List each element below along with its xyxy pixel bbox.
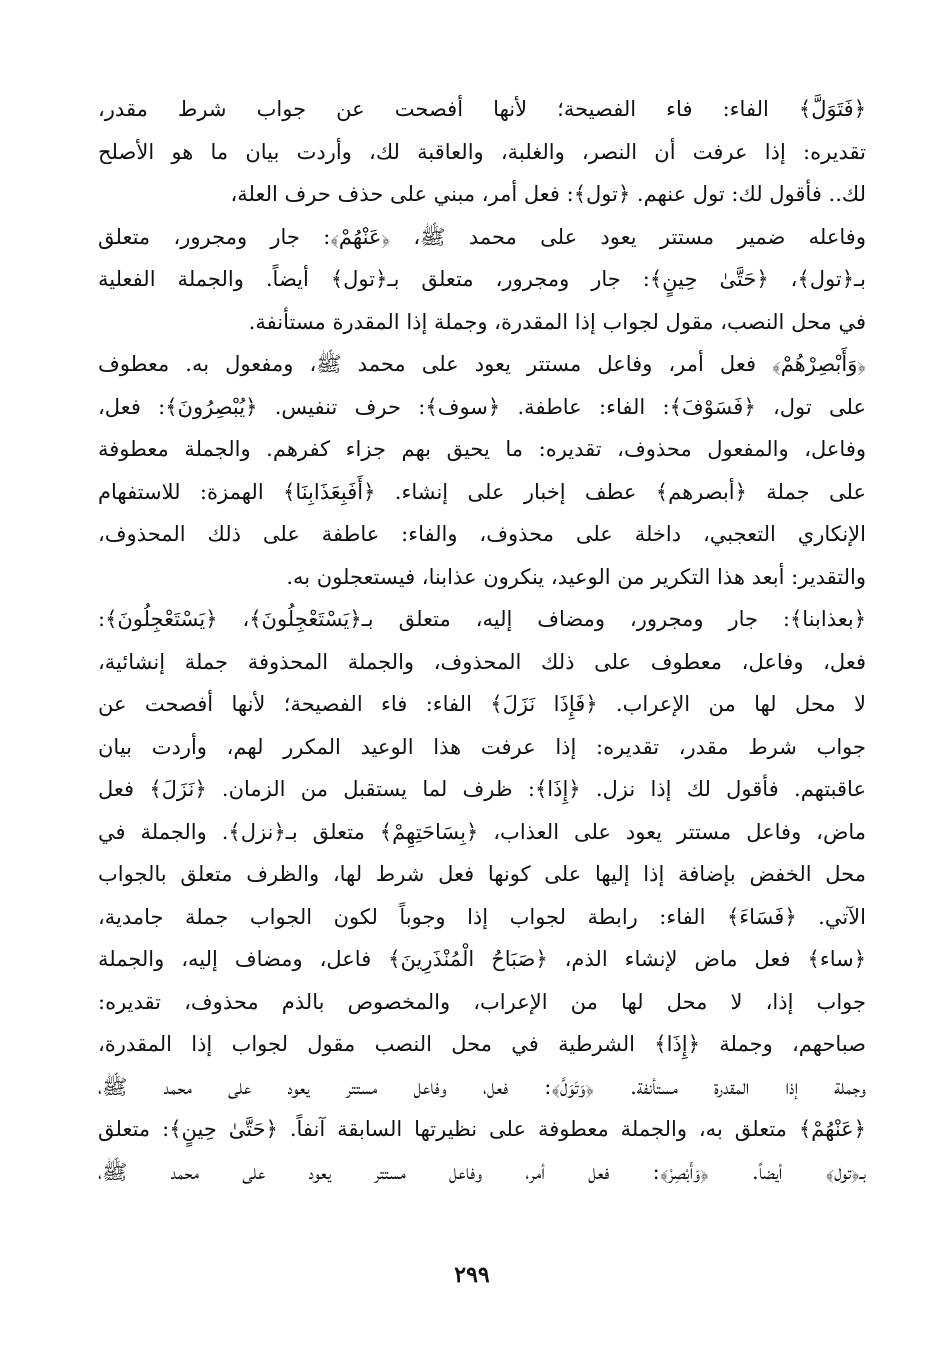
text-line: بـ﴿تول﴾، ﴿حَتَّىٰ حِينٍ﴾: جار ومجرور، متعلق بـ﴿تول﴾ أيضاً. والجملة الفعلية (98, 267, 866, 291)
text-line: ماض، وفاعل مستتر يعود على العذاب، ﴿بِسَاحَتِهِمْ﴾ متعلق بـ﴿نزل﴾. والجملة في (98, 819, 866, 844)
text-line: عاقبتهم. فأقول لك إذا نزل. ﴿إِذَا﴾: ظرف لما يستقبل من الزمان. ﴿نَزَلَ﴾ فعل (98, 777, 866, 801)
text-line: صباحهم، وجملة ﴿إِذَا﴾ الشرطية في محل النصب مقول لجواب إذا المقدرة، (98, 1032, 866, 1056)
text-line: الإنكاري التعجبي، داخلة على محذوف، والفاء: عاطفة على ذلك المحذوف، (98, 522, 866, 546)
text-line: تقديره: إذا عرفت أن النصر، والغلبة، والعاقبة لك، وأردت بيان ما هو الأصلح (98, 139, 866, 164)
text-line: لا محل لها من الإعراب. ﴿فَإِذَا نَزَلَ﴾ الفاء: فاء الفصيحة؛ لأنها أفصحت عن (98, 692, 866, 716)
text-line: جواب شرط مقدر، تقديره: إذا عرفت هذا الوعيد المكرر لهم، وأردت بيان (98, 734, 866, 759)
text-line: ﴿فَتَوَلَّ﴾ الفاء: فاء الفصيحة؛ لأنها أفصحت عن جواب شرط مقدر، (98, 97, 866, 121)
text-line: ﴿ساء﴾ فعل ماض لإنشاء الذم، ﴿صَبَاحُ الْمُنْذَرِينَ﴾ فاعل، ومضاف إليه، والجملة (98, 947, 866, 971)
text-line: ﴿وَأَبْصِرْهُمْ﴾ فعل أمر، وفاعل مستتر يعود على محمد ﷺ، ومفعول به. معطوف (98, 352, 866, 376)
text-line: في محل النصب، مقول لجواب إذا المقدرة، وجملة إذا المقدرة مستأنفة. (248, 309, 866, 334)
text-line: فعل، وفاعل، معطوف على ذلك المحذوف، والجملة المحذوفة جملة إنشائية، (98, 649, 866, 674)
text-line: الآتي. ﴿فَسَاءَ﴾ الفاء: رابطة لجواب إذا وجوباً لكون الجواب جملة جامدية، (98, 904, 866, 929)
page-number: ٢٩٩ (454, 1262, 490, 1288)
text-line: لك.. فأقول لك: تول عنهم. ﴿تول﴾: فعل أمر، مبني على حذف حرف العلة، (230, 182, 866, 206)
text-line: محل الخفض بإضافة إذا إليها على كونها فعل شرط لها، والظرف متعلق بالجواب (98, 862, 866, 886)
text-line: والتقدير: أبعد هذا التكرير من الوعيد، ينكرون عذابنا، فيستعجلون به. (286, 564, 866, 589)
page-body-text (98, 88, 866, 1193)
text-line: على تول، ﴿فَسَوْفَ﴾: الفاء: عاطفة. ﴿سوف﴾: حرف تنفيس. ﴿يُبْصِرُونَ﴾: فعل، (98, 394, 866, 419)
text-line: وفاعل، والمفعول محذوف، تقديره: ما يحيق بهم جزاء كفرهم. والجملة معطوفة (98, 437, 866, 461)
text-line: ﴿بعذابنا﴾: جار ومجرور، ومضاف إليه، متعلق بـ﴿يَسْتَعْجِلُونَ﴾، ﴿يَسْتَعْجِلُونَ﴾: (98, 607, 866, 631)
text-line: بـ﴿تول﴾ أيضاً. ﴿وَأَبْصِرْ﴾: فعل أمر، وفاعل مستتر يعود على محمد ﷺ، (98, 1159, 866, 1184)
text-line: على جملة ﴿أبصرهم﴾ عطف إخبار على إنشاء. ﴿أَفَبِعَذَابِنَا﴾ الهمزة: للاستفهام (98, 479, 866, 504)
text-line: ﴿عَنْهُمْ﴾ متعلق به، والجملة معطوفة على نظيرتها السابقة آنفاً. ﴿حَتَّىٰ حِينٍ﴾: متعلق (98, 1117, 866, 1141)
text-line: جواب إذا، لا محل لها من الإعراب، والمخصوص بالذم محذوف، تقديره: (98, 989, 866, 1014)
text-line: وجملة إذا المقدرة مستأنفة. ﴿وَتَوَلَّ﴾: فعل، وفاعل مستتر يعود على محمد ﷺ، (98, 1074, 866, 1099)
text-line: وفاعله ضمير مستتر يعود على محمد ﷺ، ﴿عَنْهُمْ﴾: جار ومجرور، متعلق (98, 224, 866, 249)
